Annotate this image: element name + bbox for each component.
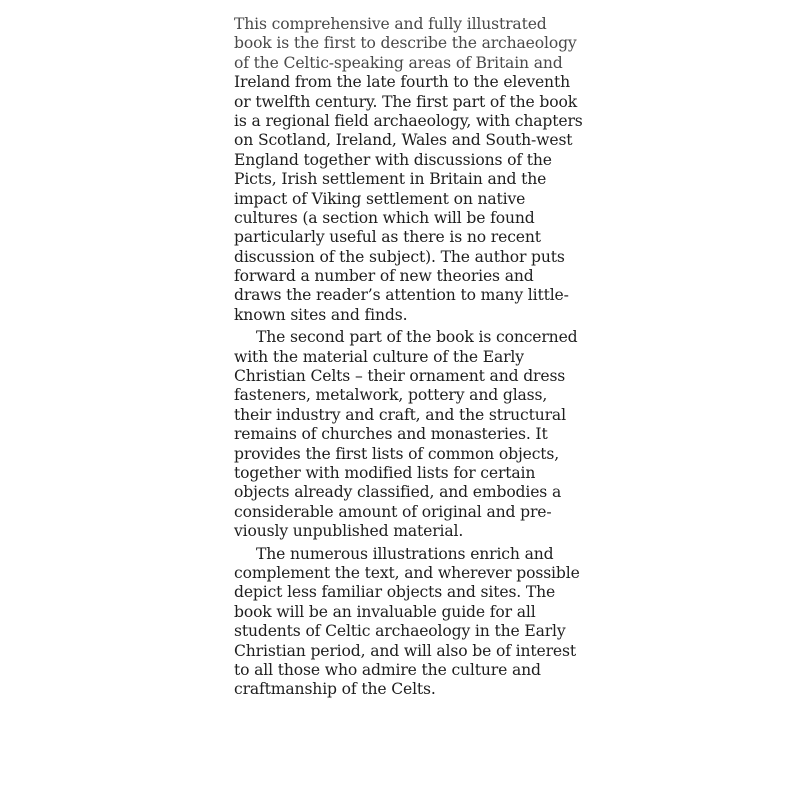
text-line: discussion of the subject). The author puts [234, 247, 565, 266]
text-line: is a regional field archaeology, with chapters [234, 111, 583, 130]
text-line: book will be an invaluable guide for all [234, 602, 536, 621]
text-line: depict less familiar objects and sites. The [234, 583, 556, 602]
text-line: Christian period, and will also be of interest [234, 641, 576, 660]
text-line: Ireland from the late fourth to the eleventh [234, 73, 570, 92]
text-line: book is the first to describe the archaeology [234, 34, 577, 53]
paragraph-2 [234, 328, 578, 541]
text-line: viously unpublished material. [234, 522, 464, 541]
text-line: The numerous illustrations enrich and [256, 544, 554, 563]
text-line: draws the reader’s attention to many little- [234, 286, 569, 305]
text-line: considerable amount of original and pre- [234, 502, 552, 521]
text-line: remains of churches and monasteries. It [234, 425, 548, 444]
text-line: or twelfth century. The first part of the book [234, 92, 578, 111]
paragraph-1 [234, 15, 583, 325]
text-line: forward a number of new theories and [234, 267, 534, 286]
text-line: complement the text, and wherever possible [234, 563, 580, 582]
text-line: The second part of the book is concerned [256, 328, 578, 347]
text-line: known sites and finds. [234, 305, 408, 324]
text-line: England together with discussions of the [234, 150, 552, 169]
text-line: with the material culture of the Early [234, 347, 524, 366]
paragraph-3 [234, 544, 580, 700]
text-line: students of Celtic archaeology in the Early [234, 622, 566, 641]
text-line: provides the first lists of common objects, [234, 444, 560, 463]
text-line: to all those who admire the culture and [234, 660, 541, 679]
text-line: of the Celtic-speaking areas of Britain and [234, 53, 563, 72]
text-line: Christian Celts – their ornament and dress [234, 367, 566, 386]
text-line: Picts, Irish settlement in Britain and the [234, 170, 547, 189]
text-line: cultures (a section which will be found [234, 208, 535, 227]
text-line: particularly useful as there is no recent [234, 228, 541, 247]
text-line: objects already classified, and embodies a [234, 483, 562, 502]
text-line: their industry and craft, and the structural [234, 405, 566, 424]
text-line: fasteners, metalwork, pottery and glass, [234, 386, 548, 405]
text-line: impact of Viking settlement on native [234, 189, 526, 208]
blurb-text-column [234, 15, 583, 700]
text-line: on Scotland, Ireland, Wales and South-west [234, 131, 573, 150]
text-line: together with modified lists for certain [234, 463, 536, 482]
text-line: This comprehensive and fully illustrated [234, 15, 547, 33]
text-line: craftmanship of the Celts. [234, 680, 436, 699]
